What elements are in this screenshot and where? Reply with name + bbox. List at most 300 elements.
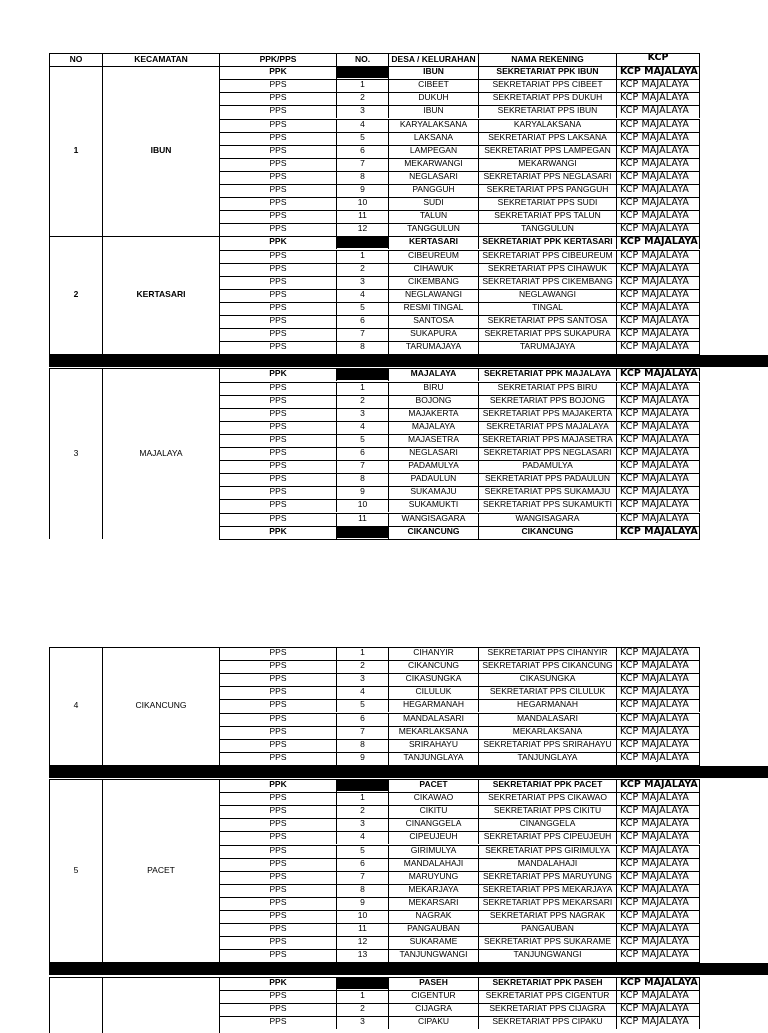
desa-cell: NEGLASARI bbox=[409, 447, 458, 457]
kcp-cell: KCP MAJALAYA bbox=[620, 673, 689, 685]
desa-cell: CILULUK bbox=[415, 686, 452, 697]
desa-cell: PADAMULYA bbox=[408, 460, 459, 471]
kcp-cell: KCP MAJALAYA bbox=[620, 170, 689, 182]
row-number-cell: 8 bbox=[360, 473, 365, 484]
kcp-cell: KCP MAJALAYA bbox=[620, 341, 689, 353]
ppk-pps-cell: PPS bbox=[269, 949, 287, 960]
desa-cell: PANGGUH bbox=[412, 184, 455, 194]
row-number-cell: 10 bbox=[357, 499, 368, 510]
ppk-pps-cell: PPS bbox=[269, 923, 287, 934]
ppk-pps-cell: PPK bbox=[269, 66, 287, 77]
kecamatan-name: CIKANCUNG bbox=[135, 699, 187, 710]
ppk-pps-cell: PPS bbox=[269, 328, 287, 339]
nama-rekening-cell: SEKRETARIAT PPS CIPEUJEUH bbox=[483, 831, 612, 842]
row-number-cell: 3 bbox=[360, 673, 365, 684]
ppk-pps-cell: PPS bbox=[269, 460, 287, 471]
nama-rekening-cell: SEKRETARIAT PPS CIJAGRA bbox=[489, 1002, 606, 1013]
nama-rekening-cell: SEKRETARIAT PPS NEGLASARI bbox=[483, 447, 612, 457]
row-number-cell: 5 bbox=[360, 131, 365, 142]
header-nama-rekening: NAMA REKENING bbox=[511, 54, 584, 64]
nama-rekening-cell: SEKRETARIAT PPS SUKAPURA bbox=[484, 328, 611, 339]
nama-rekening-cell: SEKRETARIAT PPS MAJASETRA bbox=[482, 433, 613, 444]
kcp-cell: KCP MAJALAYA bbox=[620, 184, 689, 195]
ppk-pps-cell: PPS bbox=[269, 896, 287, 907]
row-number-cell: 6 bbox=[360, 144, 365, 155]
row-number-cell: 4 bbox=[360, 686, 365, 697]
row-number-cell: 6 bbox=[360, 315, 365, 325]
ppk-pps-cell: PPS bbox=[269, 512, 287, 523]
kcp-cell: KCP MAJALAYA bbox=[620, 712, 689, 724]
ppk-pps-cell: PPS bbox=[269, 381, 287, 392]
kecamatan-name: MAJALAYA bbox=[139, 447, 183, 458]
ppk-pps-cell: PPS bbox=[269, 883, 287, 894]
nama-rekening-cell: PANGAUBAN bbox=[521, 923, 574, 934]
kcp-cell: KCP MAJALAYA bbox=[620, 499, 689, 511]
row-number-cell: 1 bbox=[360, 989, 365, 1000]
ppk-pps-cell: PPS bbox=[269, 1015, 287, 1026]
kcp-cell: KCP MAJALAYA bbox=[620, 315, 689, 326]
kcp-cell: KCP MAJALAYA bbox=[620, 512, 689, 524]
grid-vline bbox=[219, 66, 220, 236]
desa-cell: CIPAKU bbox=[417, 1015, 450, 1026]
ppk-pps-cell: PPS bbox=[269, 844, 287, 855]
group-number: 2 bbox=[73, 289, 79, 300]
row-number-cell: 3 bbox=[360, 818, 365, 829]
row-number-cell: 2 bbox=[360, 92, 365, 103]
desa-cell: WANGISAGARA bbox=[401, 512, 466, 523]
ppk-pps-cell: PPS bbox=[269, 275, 287, 286]
nama-rekening-cell: MEKARLAKSANA bbox=[512, 725, 583, 736]
kcp-cell: KCP MAJALAYA bbox=[620, 883, 689, 895]
kcp-cell: KCP MAJALAYA bbox=[620, 936, 689, 948]
kecamatan-name: KERTASARI bbox=[136, 289, 186, 300]
nama-rekening-cell: CIKANCUNG bbox=[521, 525, 574, 536]
grid-vline bbox=[699, 526, 700, 539]
kcp-cell: KCP MAJALAYA bbox=[620, 831, 689, 843]
group-number: 3 bbox=[73, 447, 79, 458]
row-number-cell: 13 bbox=[357, 949, 368, 960]
nama-rekening-cell: SEKRETARIAT PPS MAJAKERTA bbox=[482, 407, 613, 418]
desa-cell: MANDALAHAJI bbox=[403, 857, 464, 868]
desa-cell: SUDI bbox=[423, 197, 444, 208]
row-number-cell: 8 bbox=[360, 883, 365, 894]
row-number-cell: 7 bbox=[360, 328, 365, 339]
row-number-cell: 4 bbox=[360, 118, 365, 129]
ppk-pps-cell: PPS bbox=[269, 805, 287, 816]
grid-vline bbox=[219, 526, 220, 539]
desa-cell: CIBEUREUM bbox=[407, 249, 459, 260]
ppk-pps-cell: PPS bbox=[269, 857, 287, 868]
row-number-cell: 2 bbox=[360, 1002, 365, 1013]
grid-vline bbox=[102, 977, 103, 1033]
desa-cell: CIHAWUK bbox=[413, 262, 454, 273]
desa-cell: CIPEUJEUH bbox=[409, 831, 458, 842]
black-cell bbox=[337, 67, 388, 78]
kcp-cell: KCP MAJALAYA bbox=[620, 686, 689, 698]
grid-vline bbox=[219, 779, 220, 962]
desa-cell: TANGGULUN bbox=[407, 223, 460, 234]
grid-vline bbox=[219, 236, 220, 354]
grid-vline bbox=[478, 1016, 479, 1029]
ppk-pps-cell: PPS bbox=[269, 1002, 287, 1013]
group-number: 1 bbox=[73, 145, 79, 156]
desa-cell: RESMI TINGAL bbox=[403, 301, 464, 312]
desa-cell: MAJALAYA bbox=[411, 420, 456, 431]
header-ppk-pps: PPK/PPS bbox=[259, 54, 297, 64]
desa-cell: GIRIMULYA bbox=[410, 844, 457, 855]
kcp-cell: KCP MAJALAYA bbox=[620, 420, 689, 432]
row-number-cell: 11 bbox=[358, 512, 367, 523]
kcp-cell: KCP MAJALAYA bbox=[620, 738, 689, 750]
kcp-cell: KCP MAJALAYA bbox=[620, 844, 689, 856]
desa-cell: TANJUNGWANGI bbox=[399, 949, 468, 960]
ppk-pps-cell: PPS bbox=[269, 170, 287, 181]
desa-cell: CIKASUNGKA bbox=[405, 673, 462, 684]
grid-vline bbox=[388, 949, 389, 962]
row-number-cell: 1 bbox=[360, 647, 365, 657]
grid-vline bbox=[219, 647, 220, 765]
desa-cell: IBUN bbox=[423, 66, 444, 77]
ppk-pps-cell: PPS bbox=[269, 936, 287, 947]
row-number-cell: 10 bbox=[357, 910, 368, 920]
ppk-pps-cell: PPS bbox=[269, 394, 287, 405]
row-number-cell: 1 bbox=[360, 79, 365, 90]
ppk-pps-cell: PPS bbox=[269, 673, 287, 684]
ppk-pps-cell: PPK bbox=[269, 525, 287, 536]
grid-vline bbox=[699, 341, 700, 354]
grid-vline bbox=[616, 949, 617, 962]
desa-cell: MAJAKERTA bbox=[408, 407, 459, 418]
kcp-cell: KCP MAJALAYA bbox=[620, 381, 689, 393]
nama-rekening-cell: SEKRETARIAT PPS MARUYUNG bbox=[483, 870, 612, 881]
kcp-cell: KCP MAJALAYA bbox=[620, 660, 689, 672]
nama-rekening-cell: SEKRETARIAT PPK MAJALAYA bbox=[483, 368, 612, 379]
nama-rekening-cell: NEGLAWANGI bbox=[519, 288, 576, 299]
nama-rekening-cell: SEKRETARIAT PPS CIKITU bbox=[493, 805, 602, 816]
grid-vline bbox=[478, 752, 479, 765]
ppk-pps-cell: PPS bbox=[269, 420, 287, 431]
nama-rekening-cell: SEKRETARIAT PPK PACET bbox=[492, 779, 603, 789]
ppk-pps-cell: PPS bbox=[269, 447, 287, 457]
grid-vline bbox=[49, 977, 50, 1033]
kcp-cell: KCP MAJALAYA bbox=[620, 210, 689, 222]
row-number-cell: 4 bbox=[360, 288, 365, 299]
row-number-cell: 11 bbox=[358, 210, 367, 221]
row-number-cell: 3 bbox=[360, 105, 365, 116]
kcp-cell: KCP MAJALAYA bbox=[620, 118, 689, 130]
nama-rekening-cell: SEKRETARIAT PPS SUKAMUKTI bbox=[483, 499, 612, 510]
kcp-cell: KCP MAJALAYA bbox=[620, 223, 689, 235]
nama-rekening-cell: TARUMAJAYA bbox=[519, 341, 576, 352]
nama-rekening-cell: SEKRETARIAT PPS TALUN bbox=[494, 210, 601, 221]
kcp-cell: KCP MAJALAYA bbox=[620, 157, 689, 169]
kcp-cell: KCP MAJALAYA bbox=[620, 792, 689, 804]
kcp-cell: KCP MAJALAYA bbox=[620, 805, 689, 817]
kcp-cell: KCP MAJALAYA bbox=[620, 447, 689, 458]
kcp-cell: KCP MAJALAYA bbox=[620, 779, 698, 790]
desa-cell: MAJALAYA bbox=[410, 368, 457, 379]
row-number-cell: 6 bbox=[360, 712, 365, 723]
desa-cell: PADAULUN bbox=[410, 473, 457, 484]
nama-rekening-cell: SEKRETARIAT PPS CIKAWAO bbox=[488, 792, 607, 803]
header-no2: NO. bbox=[354, 54, 371, 64]
nama-rekening-cell: SEKRETARIAT PPS SUDI bbox=[497, 197, 598, 208]
row-number-cell: 3 bbox=[360, 275, 365, 286]
kcp-cell: KCP MAJALAYA bbox=[620, 288, 689, 300]
desa-cell: MEKARLAKSANA bbox=[398, 725, 469, 736]
nama-rekening-cell: SEKRETARIAT PPS DUKUH bbox=[492, 92, 603, 103]
nama-rekening-cell: SEKRETARIAT PPK IBUN bbox=[496, 66, 599, 77]
kcp-cell: KCP MAJALAYA bbox=[620, 818, 689, 830]
ppk-pps-cell: PPS bbox=[269, 92, 287, 103]
row-number-cell: 10 bbox=[357, 197, 368, 208]
desa-cell: CIKANCUNG bbox=[407, 660, 459, 671]
nama-rekening-cell: TANJUNGLAYA bbox=[517, 751, 578, 762]
kcp-cell: KCP MAJALAYA bbox=[620, 896, 689, 908]
row-number-cell: 2 bbox=[360, 262, 365, 273]
row-number-cell: 4 bbox=[360, 831, 365, 842]
grid-vline bbox=[388, 526, 389, 539]
row-number-cell: 4 bbox=[360, 420, 365, 431]
ppk-pps-cell: PPS bbox=[269, 499, 287, 510]
desa-cell: MEKARSARI bbox=[408, 896, 459, 907]
nama-rekening-cell: MANDALAHAJI bbox=[517, 857, 578, 868]
separator-bar bbox=[49, 963, 768, 975]
desa-cell: IBUN bbox=[423, 105, 444, 116]
nama-rekening-cell: SEKRETARIAT PPS MEKARSARI bbox=[482, 896, 613, 907]
desa-cell: PACET bbox=[419, 779, 448, 789]
grid-vline bbox=[616, 341, 617, 354]
row-number-cell: 7 bbox=[360, 460, 365, 471]
row-number-cell: 5 bbox=[360, 699, 365, 710]
nama-rekening-cell: SEKRETARIAT PPS CIHAWUK bbox=[487, 262, 608, 273]
header-desa: DESA / KELURAHAN bbox=[391, 54, 476, 64]
nama-rekening-cell: HEGARMANAH bbox=[517, 699, 578, 710]
nama-rekening-cell: SEKRETARIAT PPK PASEH bbox=[492, 976, 603, 987]
ppk-pps-cell: PPK bbox=[269, 236, 287, 247]
nama-rekening-cell: CINANGGELA bbox=[519, 818, 576, 829]
ppk-pps-cell: PPK bbox=[269, 779, 287, 789]
row-number-cell: 2 bbox=[360, 394, 365, 405]
separator-bar bbox=[49, 355, 768, 367]
nama-rekening-cell: MEKARWANGI bbox=[518, 157, 577, 168]
header-no: NO bbox=[69, 54, 83, 64]
nama-rekening-cell: SEKRETARIAT PPS LAKSANA bbox=[488, 131, 607, 142]
ppk-pps-cell: PPS bbox=[269, 249, 287, 260]
kcp-cell: KCP MAJALAYA bbox=[620, 870, 689, 882]
desa-cell: NEGLAWANGI bbox=[405, 288, 462, 299]
row-number-cell: 9 bbox=[360, 486, 365, 497]
ppk-pps-cell: PPS bbox=[269, 197, 287, 208]
grid-vline bbox=[478, 949, 479, 962]
nama-rekening-cell: CIKASUNGKA bbox=[519, 673, 576, 684]
row-number-cell: 7 bbox=[360, 725, 365, 736]
grid-vline bbox=[616, 1016, 617, 1029]
desa-cell: LAMPEGAN bbox=[409, 144, 458, 155]
grid-vline bbox=[388, 1016, 389, 1029]
kcp-cell: KCP MAJALAYA bbox=[620, 725, 689, 737]
kcp-cell: KCP MAJALAYA bbox=[620, 236, 698, 248]
nama-rekening-cell: SEKRETARIAT PPS CIBEET bbox=[492, 79, 603, 90]
nama-rekening-cell: TINGAL bbox=[532, 301, 563, 312]
kcp-cell: KCP MAJALAYA bbox=[620, 923, 689, 935]
desa-cell: CIJAGRA bbox=[415, 1002, 452, 1013]
desa-cell: NEGLASARI bbox=[409, 170, 458, 181]
ppk-pps-cell: PPK bbox=[269, 976, 287, 987]
nama-rekening-cell: TANGGULUN bbox=[521, 223, 574, 234]
row-number-cell: 6 bbox=[360, 857, 365, 868]
kcp-cell: KCP MAJALAYA bbox=[620, 131, 689, 143]
kcp-cell: KCP MAJALAYA bbox=[620, 525, 698, 537]
desa-cell: TALUN bbox=[419, 210, 448, 221]
kcp-cell: KCP MAJALAYA bbox=[620, 105, 689, 117]
grid-vline bbox=[336, 752, 337, 765]
grid-vline bbox=[219, 977, 220, 1033]
grid-vline bbox=[49, 526, 50, 539]
ppk-pps-cell: PPS bbox=[269, 301, 287, 312]
kcp-cell: KCP MAJALAYA bbox=[620, 328, 689, 340]
row-number-cell: 1 bbox=[360, 381, 365, 392]
black-cell bbox=[337, 527, 388, 538]
desa-cell: KARYALAKSANA bbox=[399, 118, 468, 129]
nama-rekening-cell: SEKRETARIAT PPS GIRIMULYA bbox=[485, 844, 610, 855]
ppk-pps-cell: PPS bbox=[269, 288, 287, 299]
ppk-pps-cell: PPS bbox=[269, 725, 287, 736]
nama-rekening-cell: SEKRETARIAT PPS MEKARJAYA bbox=[482, 883, 613, 894]
desa-cell: CINANGGELA bbox=[405, 818, 462, 829]
grid-vline bbox=[336, 526, 337, 539]
grid-hline bbox=[219, 539, 700, 540]
ppk-pps-cell: PPK bbox=[269, 368, 287, 379]
nama-rekening-cell: WANGISAGARA bbox=[515, 512, 580, 523]
kcp-cell: KCP MAJALAYA bbox=[620, 910, 689, 921]
black-cell bbox=[337, 369, 388, 380]
row-number-cell: 8 bbox=[360, 170, 365, 181]
ppk-pps-cell: PPS bbox=[269, 989, 287, 1000]
nama-rekening-cell: SEKRETARIAT PPS MAJALAYA bbox=[486, 420, 609, 431]
separator-bar bbox=[49, 766, 768, 778]
ppk-pps-cell: PPS bbox=[269, 157, 287, 168]
row-number-cell: 6 bbox=[360, 447, 365, 457]
row-number-cell: 9 bbox=[360, 184, 365, 194]
kecamatan-name: PACET bbox=[147, 864, 175, 875]
kcp-cell: KCP MAJALAYA bbox=[620, 857, 689, 869]
desa-cell: MEKARWANGI bbox=[404, 157, 463, 168]
kcp-cell: KCP MAJALAYA bbox=[620, 79, 689, 91]
kcp-cell: KCP MAJALAYA bbox=[620, 92, 689, 104]
ppk-pps-cell: PPS bbox=[269, 738, 287, 749]
header-kcp: KCP bbox=[647, 52, 669, 63]
desa-cell: CIHANYIR bbox=[413, 647, 454, 657]
desa-cell: SANTOSA bbox=[413, 315, 454, 325]
nama-rekening-cell: SEKRETARIAT PPS CIKANCUNG bbox=[482, 660, 613, 671]
ppk-pps-cell: PPS bbox=[269, 131, 287, 142]
desa-cell: CIKITU bbox=[419, 805, 448, 816]
desa-cell: KERTASARI bbox=[409, 236, 458, 247]
kcp-cell: KCP MAJALAYA bbox=[620, 66, 698, 78]
nama-rekening-cell: SEKRETARIAT PPS CIHANYIR bbox=[487, 647, 608, 657]
desa-cell: CIKAWAO bbox=[413, 792, 454, 803]
desa-cell: PANGAUBAN bbox=[407, 923, 460, 934]
nama-rekening-cell: SEKRETARIAT PPS BOJONG bbox=[489, 394, 606, 405]
nama-rekening-cell: SEKRETARIAT PPS LAMPEGAN bbox=[484, 144, 611, 155]
grid-vline bbox=[102, 53, 103, 66]
kcp-cell: KCP MAJALAYA bbox=[620, 751, 689, 763]
desa-cell: CIKANCUNG bbox=[407, 525, 460, 536]
kcp-cell: KCP MAJALAYA bbox=[620, 647, 689, 658]
ppk-pps-cell: PPS bbox=[269, 712, 287, 723]
desa-cell: HEGARMANAH bbox=[403, 699, 464, 710]
desa-cell: TANJUNGLAYA bbox=[403, 751, 464, 762]
nama-rekening-cell: MANDALASARI bbox=[517, 712, 578, 723]
kcp-cell: KCP MAJALAYA bbox=[620, 394, 689, 406]
ppk-pps-cell: PPS bbox=[269, 818, 287, 829]
desa-cell: BOJONG bbox=[415, 394, 452, 405]
grid-vline bbox=[102, 526, 103, 539]
grid-vline bbox=[699, 1016, 700, 1029]
ppk-pps-cell: PPS bbox=[269, 407, 287, 418]
ppk-pps-cell: PPS bbox=[269, 647, 287, 657]
nama-rekening-cell: PADAMULYA bbox=[522, 460, 573, 471]
kcp-cell: KCP MAJALAYA bbox=[620, 275, 689, 287]
kcp-cell: KCP MAJALAYA bbox=[620, 1002, 689, 1014]
row-number-cell: 7 bbox=[360, 870, 365, 881]
desa-cell: SUKARAME bbox=[409, 936, 458, 947]
desa-cell: SUKAPURA bbox=[410, 328, 457, 339]
kcp-cell: KCP MAJALAYA bbox=[620, 407, 689, 419]
desa-cell: MAJASETRA bbox=[407, 433, 459, 444]
desa-cell: SUKAMUKTI bbox=[408, 499, 459, 510]
grid-vline bbox=[388, 752, 389, 765]
kcp-cell: KCP MAJALAYA bbox=[620, 433, 689, 445]
kcp-cell: KCP MAJALAYA bbox=[620, 486, 689, 498]
grid-vline bbox=[478, 341, 479, 354]
grid-vline bbox=[336, 949, 337, 962]
ppk-pps-cell: PPS bbox=[269, 792, 287, 803]
nama-rekening-cell: SEKRETARIAT PPS NEGLASARI bbox=[483, 170, 612, 181]
nama-rekening-cell: SEKRETARIAT PPS PANGGUH bbox=[486, 184, 609, 194]
desa-cell: NAGRAK bbox=[415, 910, 452, 920]
grid-vline bbox=[336, 513, 337, 526]
ppk-pps-cell: PPS bbox=[269, 699, 287, 710]
row-number-cell: 1 bbox=[360, 249, 365, 260]
row-number-cell: 7 bbox=[360, 157, 365, 168]
desa-cell: DUKUH bbox=[418, 92, 449, 103]
nama-rekening-cell: SEKRETARIAT PPS SRIRAHAYU bbox=[483, 738, 612, 749]
desa-cell: CIBEET bbox=[418, 79, 449, 90]
nama-rekening-cell: SEKRETARIAT PPS CIBEUREUM bbox=[482, 249, 613, 260]
kcp-cell: KCP MAJALAYA bbox=[620, 144, 689, 156]
nama-rekening-cell: SEKRETARIAT PPS CILULUK bbox=[489, 686, 606, 697]
grid-vline bbox=[336, 1016, 337, 1029]
row-number-cell: 9 bbox=[360, 896, 365, 907]
kcp-cell: KCP MAJALAYA bbox=[620, 473, 689, 485]
grid-vline bbox=[699, 949, 700, 962]
desa-cell: MANDALASARI bbox=[403, 712, 464, 723]
desa-cell: SRIRAHAYU bbox=[409, 738, 458, 749]
ppk-pps-cell: PPS bbox=[269, 210, 287, 221]
row-number-cell: 9 bbox=[360, 751, 365, 762]
ppk-pps-cell: PPS bbox=[269, 223, 287, 234]
row-number-cell: 5 bbox=[360, 844, 365, 855]
grid-vline bbox=[49, 53, 50, 66]
desa-cell: TARUMAJAYA bbox=[405, 341, 462, 352]
ppk-pps-cell: PPS bbox=[269, 473, 287, 484]
desa-cell: LAKSANA bbox=[413, 131, 454, 142]
header-kecamatan: KECAMATAN bbox=[134, 54, 188, 64]
desa-cell: MARUYUNG bbox=[408, 870, 459, 881]
row-number-cell: 8 bbox=[360, 341, 365, 352]
